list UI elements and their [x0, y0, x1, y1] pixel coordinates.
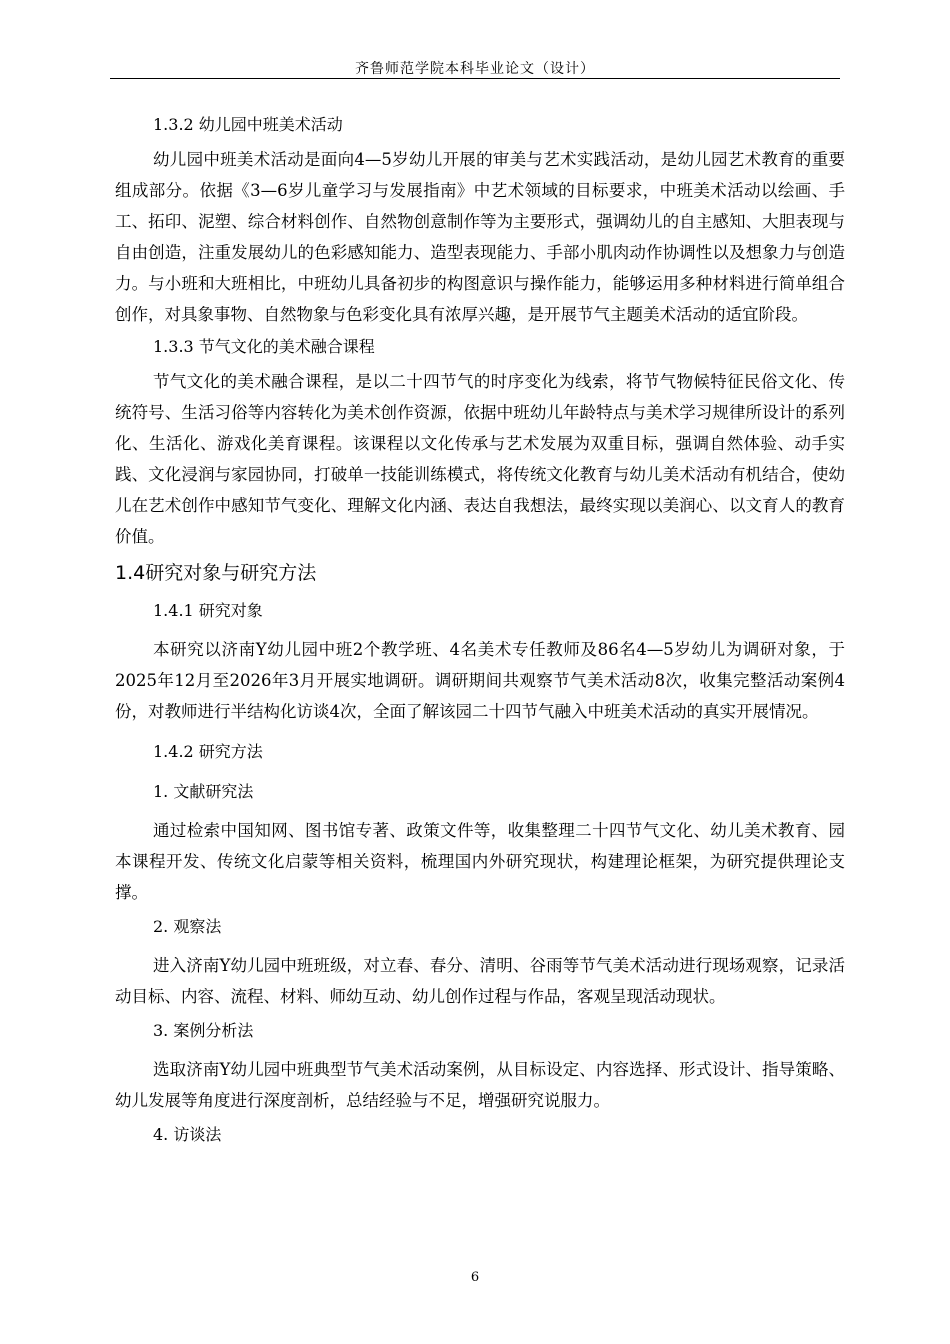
paragraph-method-literature: 通过检索中国知网、图书馆专著、政策文件等，收集整理二十四节气文化、幼儿美术教育、园本课程开发、传统文化启蒙等相关资料，梳理国内外研究现状，构建理论框架，为研究提供理论支撑。 — [115, 821, 845, 902]
method-heading-observation: 2. 观察法 — [153, 917, 222, 936]
paragraph-method-case-analysis: 选取济南Y幼儿园中班典型节气美术活动案例，从目标设定、内容选择、形式设计、指导策略、幼儿发展等角度进行深度剖析，总结经验与不足，增强研究说服力。 — [115, 1060, 845, 1110]
subsection-heading-1-3-2: 1.3.2 幼儿园中班美术活动 — [153, 115, 343, 134]
page-content — [115, 112, 845, 1148]
method-heading-interview: 4. 访谈法 — [153, 1125, 222, 1144]
paragraph-1-3-3: 节气文化的美术融合课程，是以二十四节气的时序变化为线索，将节气物候特征民俗文化、传统符号、生活习俗等内容转化为美术创作资源，依据中班幼儿年龄特点与美术学习规律所设计的系列化、生活化、游戏化美育课程。该课程以文化传承与艺术发展为双重目标，强调自然体验、动手实践、文化浸润与家园协同，打破单一技能训练模式，将传统文化教育与幼儿美术活动有机结合，使幼儿在艺术创作中感知节气变化、理解文化内涵、表达自我想法，最终实现以美润心、以文育人的教育价值。 — [115, 372, 845, 546]
paragraph-method-observation: 进入济南Y幼儿园中班班级，对立春、春分、清明、谷雨等节气美术活动进行现场观察，记录活动目标、内容、流程、材料、师幼互动、幼儿创作过程与作品，客观呈现活动现状。 — [115, 956, 845, 1006]
subsection-heading-1-4-1: 1.4.1 研究对象 — [153, 601, 263, 620]
subsection-heading-1-3-3: 1.3.3 节气文化的美术融合课程 — [153, 337, 375, 356]
header-rule — [110, 78, 840, 79]
method-heading-case-analysis: 3. 案例分析法 — [153, 1021, 254, 1040]
section-title-1-4: 1.4研究对象与研究方法 — [115, 562, 317, 584]
page-number: 6 — [470, 1270, 480, 1285]
subsection-heading-1-4-2: 1.4.2 研究方法 — [153, 742, 263, 761]
paragraph-1-3-2: 幼儿园中班美术活动是面向4—5岁幼儿开展的审美与艺术实践活动，是幼儿园艺术教育的重要组成部分。依据《3—6岁儿童学习与发展指南》中艺术领域的目标要求，中班美术活动以绘画、手工、拓印、泥塑、综合材料创作、自然物创意制作等为主要形式，强调幼儿的自主感知、大胆表现与自由创造，注重发展幼儿的色彩感知能力、造型表现能力、手部小肌肉动作协调性以及想象力与创造力。与小班和大班相比，中班幼儿具备初步的构图意识与操作能力，能够运用多种材料进行简单组合创作，对具象事物、自然物象与色彩变化具有浓厚兴趣，是开展节气主题美术活动的适宜阶段。 — [115, 150, 845, 324]
paragraph-1-4-1: 本研究以济南Y幼儿园中班2个教学班、4名美术专任教师及86名4—5岁幼儿为调研对象，于2025年12月至2026年3月开展实地调研。调研期间共观察节气美术活动8次，收集完整活动案例4份，对教师进行半结构化访谈4次，全面了解该园二十四节气融入中班美术活动的真实开展情况。 — [115, 640, 845, 721]
method-heading-literature: 1. 文献研究法 — [153, 782, 254, 801]
running-header: 齐鲁师范学院本科毕业论文（设计） — [355, 61, 595, 77]
